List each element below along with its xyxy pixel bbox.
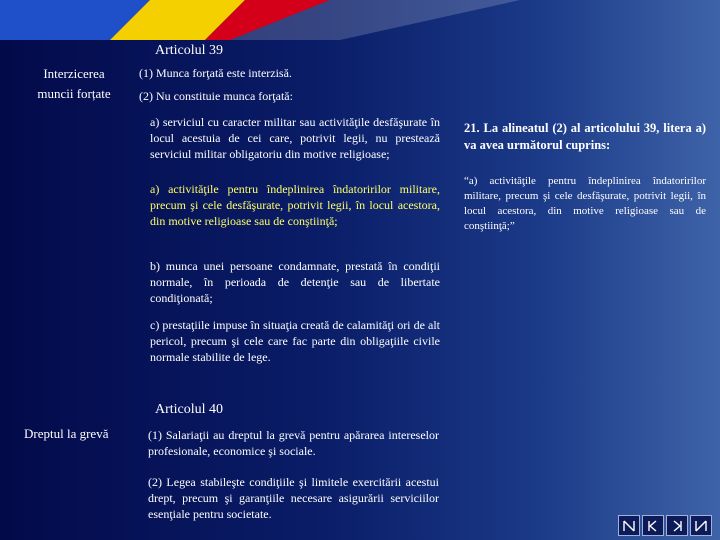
article39-item-a-original: a) serviciul cu caracter militar sau activităţile desfăşurate în locul acestuia de cei care, potrivit legii, nu prestează serviciul militar obligatoriu din motive religioase; [150,115,440,161]
article39-side-label [18,64,130,104]
article40-para1: (1) Salariaţii au dreptul la grevă pentru apărarea intereselor profesionale, economice şi sociale. [148,428,439,458]
flag-ribbon [0,0,720,40]
amendment-text: “a) activităţile pentru îndeplinirea îndatoririlor militare, precum şi cele desfăşurate, potrivit legii, în locul acestora, din motive religioase sau de conştiinţă;” [464,175,706,232]
previous-icon [646,519,660,533]
article39-heading: Articolul 39 [155,43,224,58]
next-slide-button[interactable] [666,515,688,536]
amendment-title: 21. La alineatul (2) al articolului 39, litera a) va avea următorul cuprins: [464,121,706,152]
last-icon [694,519,708,533]
previous-slide-button[interactable] [642,515,664,536]
first-slide-button[interactable] [618,515,640,536]
last-slide-button[interactable] [690,515,712,536]
article39-item-b: b) munca unei persoane condamnate, prestată în condiţii normale, în perioada de detenţie sau de libertate condiţionată; [150,259,440,305]
article39-item-c: c) prestaţiile impuse în situaţia creată de calamităţi ori de alt pericol, precum şi cele care fac parte din obligaţiile civile normale stabilite de lege. [150,318,440,364]
article39-para1: (1) Munca forţată este interzisă. [139,66,292,80]
article39-para2: (2) Nu constituie munca forţată: [139,89,293,103]
article40-para2: (2) Legea stabileşte condiţiile şi limitele exercitării acestui drept, precum şi garanţiile necesare asigurării serviciilor esenţiale pentru societate. [148,475,439,521]
article40-side-label: Dreptul la grevă [24,426,109,441]
article39-side-label-line2: muncii forțate [37,86,111,101]
article39-item-a-amended: a) activităţile pentru îndeplinirea îndatoririlor militare, precum şi cele desfăşurate, potrivit legii, în locul acestora, din motive religioase sau de conştiinţă; [150,182,440,228]
first-icon [622,519,636,533]
next-icon [670,519,684,533]
amendment-panel [464,120,706,234]
slide-navigation [618,515,714,537]
article39-side-label-line1: Interzicerea [43,66,105,81]
article40-heading: Articolul 40 [155,402,224,417]
